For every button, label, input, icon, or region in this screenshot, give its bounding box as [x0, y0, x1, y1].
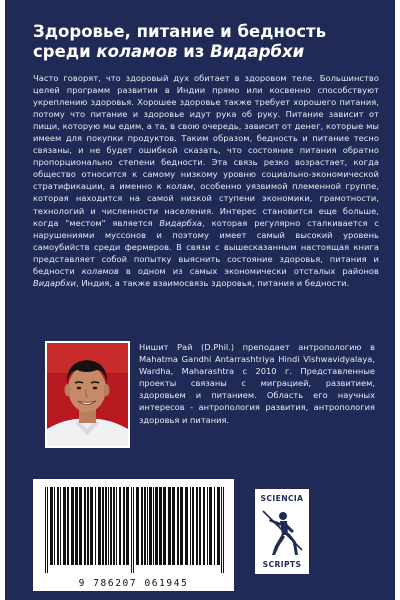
barcode-bars	[33, 479, 234, 579]
title-line-1: Здоровье, питание и бедность	[33, 22, 327, 41]
author-bio: Нишит Рай (D.Phil.) преподает антропологию в Mahatma Gandhi Antarrashtriya Hindi Vishwavidyalaya, Wardha, Maharashtra с 2010 г. Представленные проекты связаны с миграцией, развитием, здоровьем и питанием. Область его научных интересов - антропология развития, антропология здоровья и питания.	[139, 342, 375, 425]
publisher-logo	[255, 489, 309, 574]
isbn-number: 9 786207 061945	[78, 578, 189, 589]
title-line-2: среди коламов из Видарбхи	[33, 42, 305, 61]
book-title	[33, 22, 383, 62]
title-vidarbha: Видарбхи	[210, 42, 305, 61]
publisher-name-bottom: SCRIPTS	[262, 560, 302, 569]
book-description: Часто говорят, что здоровый дух обитает в здоровом теле. Большинство целей программ развития в Индии прямо или косвенно способствуют укреплению здоровья. Хорошее здоровье также требует хорошего питания, потому что питание и здоровье идут рука об руку. Питание зависит от пищи, которую мы едим, а та, в свою очередь, зависит от денег, которые мы имеем для покупки продуктов. Таким образом, бедность и питание тесно связаны, и не будет ошибкой сказать, что состояние питания обратно пропорционально степени бедности. Эта связь резко возрастает, когда общество относится к самому низкому уровню социально-экономической стратификации, а именно к колам, особенно уязвимой племенной группе, которая находится на самой низкой ступени экономики, грамотности, технологий и численности населения. Интерес становится еще больше, когда "местом" является Видарбха, которая регулярно сталкивается с нарушениями муссонов и поэтому имеет самый высокий уровень самоубийств среди фермеров. В связи с вышесказанным настоящая книга представляет собой попытку выяснить состояние здоровья, питания и бедности коламов в одном из самых экономически отсталых районов Видарбхи, Индия, а также взаимосвязь здоровья, питания и бедности.	[33, 73, 379, 288]
author-photo	[45, 341, 130, 448]
title-kolam: коламов	[96, 42, 178, 61]
back-cover	[5, 0, 395, 600]
isbn-barcode	[33, 479, 234, 591]
publisher-name-top: SCIENCIA	[260, 494, 304, 503]
javelin-thrower-icon	[260, 505, 304, 557]
